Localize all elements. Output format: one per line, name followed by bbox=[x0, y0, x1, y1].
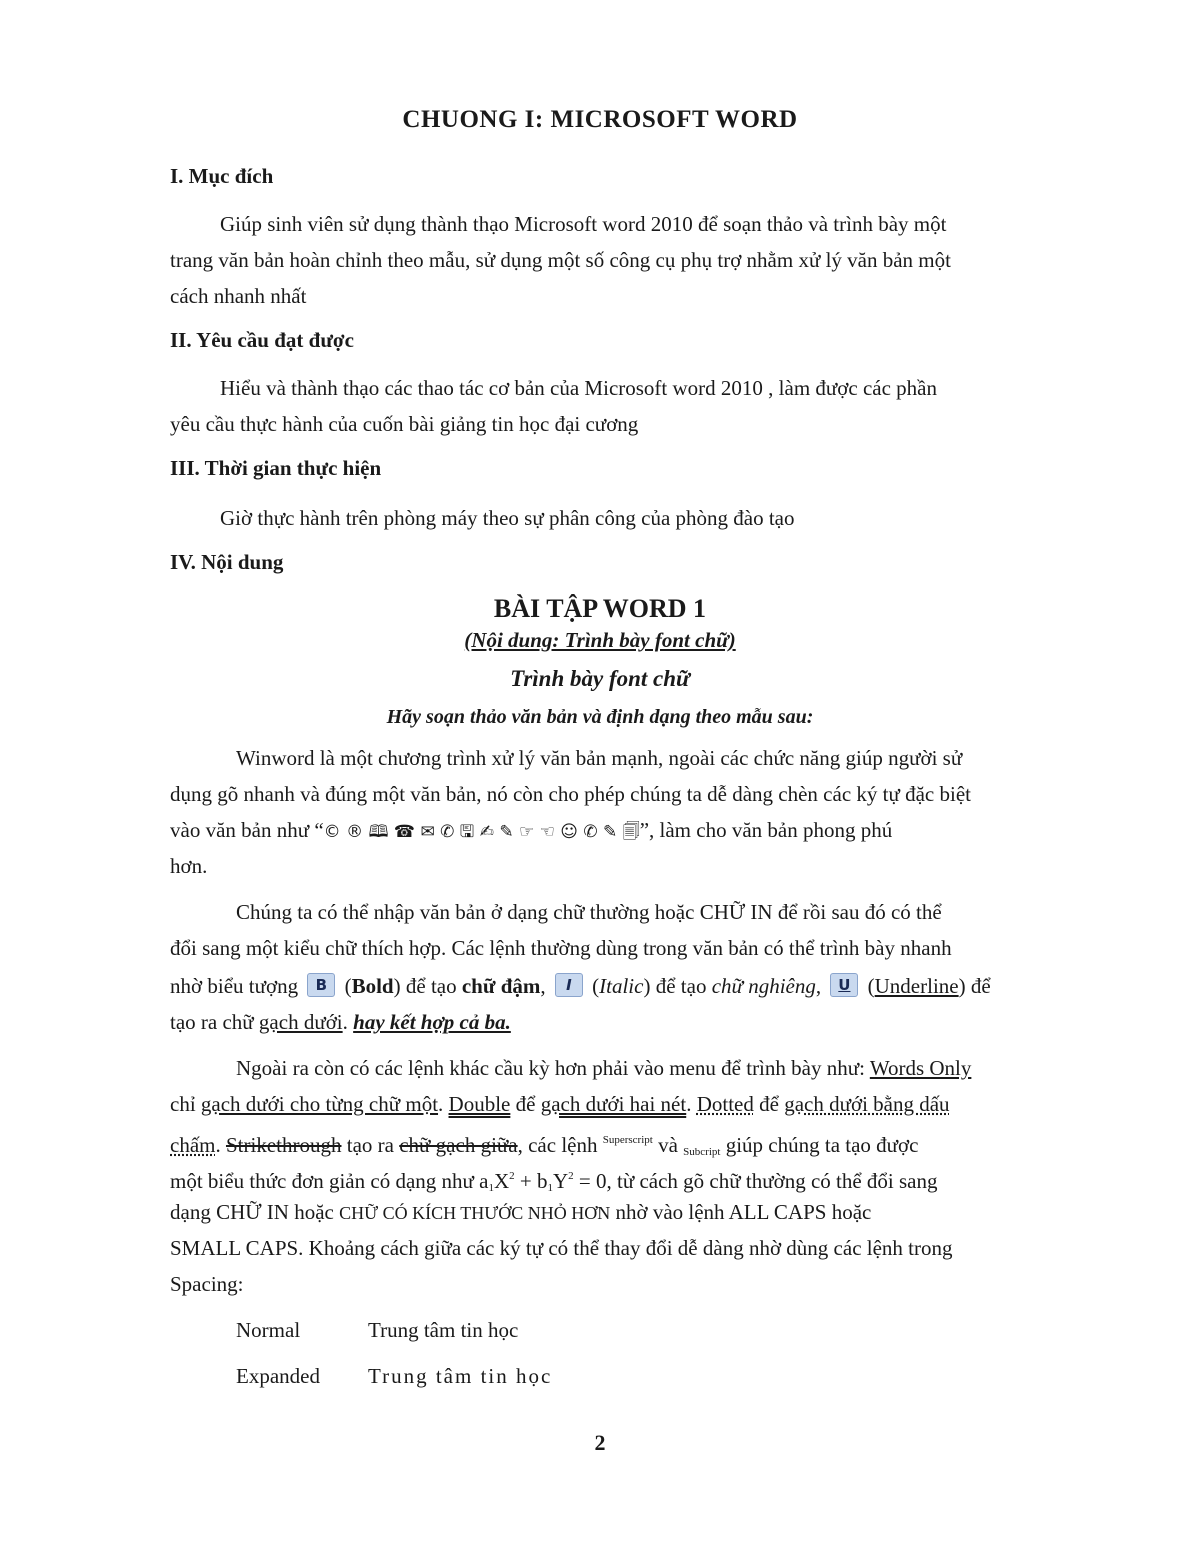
text-segment: chỉ bbox=[170, 1092, 196, 1116]
para3-line-5 bbox=[170, 1194, 871, 1231]
para3-line-1 bbox=[236, 1050, 971, 1086]
requirements-line-1: Hiểu và thành thạo các thao tác cơ bản của Microsoft word 2010 , làm được các phần bbox=[220, 376, 937, 400]
exercise-title: BÀI TẬP WORD 1 bbox=[493, 594, 707, 623]
italic-word: Italic bbox=[599, 974, 644, 998]
para3-line-2 bbox=[170, 1086, 950, 1122]
para2-line-3 bbox=[170, 968, 991, 1004]
subscript-demo: Subcript bbox=[683, 1146, 721, 1158]
spacing-value-normal: Trung tâm tin học bbox=[368, 1318, 519, 1342]
text-segment: tạo ra bbox=[346, 1133, 394, 1157]
section-heading-requirements: II. Yêu cầu đạt được bbox=[170, 328, 354, 352]
small-caps-demo: CHỮ CÓ KÍCH THƯỚC NHỎ HƠN bbox=[339, 1203, 611, 1223]
purpose-line-1: Giúp sinh viên sử dụng thành thạo Microsoft word 2010 để soạn thảo và trình bày một bbox=[220, 212, 947, 236]
superscript-digit: 2 bbox=[509, 1170, 515, 1182]
dotted-demo: gạch dưới bằng dấu bbox=[784, 1092, 950, 1116]
italic-icon: I bbox=[555, 973, 583, 997]
text-segment: ( bbox=[344, 974, 352, 998]
text-segment: để bbox=[515, 1092, 536, 1116]
text-segment: . bbox=[438, 1092, 444, 1116]
para1-line-2: dụng gõ nhanh và đúng một văn bản, nó còn cho phép chúng ta dễ dàng chèn các ký tự đặc biệt bbox=[170, 782, 971, 806]
double-demo: gạch dưới hai nét bbox=[540, 1092, 687, 1116]
text-segment: ) để bbox=[958, 974, 991, 998]
requirements-line-2: yêu cầu thực hành của cuốn bài giảng tin học đại cương bbox=[170, 412, 639, 436]
para3-line-7: Spacing: bbox=[170, 1272, 244, 1296]
spacing-label-expanded: Expanded bbox=[236, 1364, 320, 1388]
purpose-line-2: trang văn bản hoàn chỉnh theo mẫu, sử dụng một số công cụ phụ trợ nhằm xử lý văn bản một bbox=[170, 248, 951, 272]
section-heading-purpose: I. Mục đích bbox=[170, 164, 274, 188]
special-symbols: © ® 🕮 ☎ ✉ ✆ 🖫 ✍ ✎ ☞ ☜ ☺ ✆ ✎ 🗐 bbox=[323, 822, 640, 842]
para1-line-3-end: ”, làm cho văn bản phong phú bbox=[639, 818, 893, 842]
combined-format-demo: hay kết hợp cả ba. bbox=[353, 1010, 511, 1034]
text-segment: = 0, từ cách gõ chữ thường có thể đổi sang bbox=[573, 1169, 938, 1193]
text-segment: Ngoài ra còn có các lệnh khác cầu kỳ hơn phải vào menu để trình bày như: bbox=[236, 1056, 865, 1080]
strikethrough-demo: chữ gạch giữa bbox=[399, 1133, 518, 1157]
para1-line-1: Winword là một chương trình xử lý văn bản mạnh, ngoài các chức năng giúp người sử bbox=[236, 746, 963, 770]
text-segment: . bbox=[342, 1010, 348, 1034]
text-segment: nhờ vào lệnh ALL CAPS hoặc bbox=[615, 1200, 872, 1224]
underline-word: Underline bbox=[874, 974, 959, 998]
underline-result: gạch dưới bbox=[258, 1010, 343, 1034]
strikethrough-label: Strikethrough bbox=[225, 1133, 342, 1157]
time-line-1: Giờ thực hành trên phòng máy theo sự phân công của phòng đào tạo bbox=[220, 506, 795, 530]
exercise-fancy-title: Trình bày font chữ bbox=[510, 666, 690, 691]
text-segment: hoặc bbox=[294, 1200, 334, 1224]
italic-result: chữ nghiêng bbox=[711, 974, 816, 998]
words-only-demo: gạch dưới cho từng chữ một bbox=[200, 1092, 439, 1116]
dotted-label: Dotted bbox=[696, 1092, 754, 1116]
text-segment: tạo ra chữ bbox=[170, 1010, 254, 1034]
page-number: 2 bbox=[594, 1430, 606, 1455]
subscript-digit: 1 bbox=[488, 1182, 494, 1194]
text-segment: để bbox=[759, 1092, 779, 1116]
text-segment: , các lệnh bbox=[517, 1133, 598, 1157]
para1-line-4: hơn. bbox=[170, 854, 208, 878]
para2-line-1: Chúng ta có thể nhập văn bản ở dạng chữ thường hoặc CHỮ IN để rồi sau đó có thể bbox=[236, 900, 942, 924]
text-segment: , bbox=[815, 974, 822, 998]
dotted-demo-continued: chấm bbox=[170, 1133, 216, 1157]
purpose-line-3: cách nhanh nhất bbox=[170, 284, 307, 308]
text-segment: và bbox=[658, 1133, 678, 1157]
text-segment: X bbox=[493, 1169, 510, 1193]
para2-line-2: đổi sang một kiểu chữ thích hợp. Các lệnh thường dùng trong văn bản có thể trình bày nhanh bbox=[170, 936, 952, 960]
text-segment: . bbox=[215, 1133, 221, 1157]
text-segment: ( bbox=[867, 974, 875, 998]
underline-icon: U bbox=[830, 973, 858, 997]
spacing-value-expanded: Trung tâm tin học bbox=[368, 1364, 553, 1388]
text-segment: ) để tạo bbox=[393, 974, 457, 998]
superscript-digit: 2 bbox=[568, 1170, 574, 1182]
para1-line-3 bbox=[170, 812, 892, 850]
para3-line-6: SMALL CAPS. Khoảng cách giữa các ký tự có thể thay đổi dễ dàng nhờ dùng các lệnh trong bbox=[170, 1236, 953, 1260]
section-heading-content: IV. Nội dung bbox=[170, 550, 284, 574]
text-segment: ( bbox=[592, 974, 600, 998]
all-caps-demo: CHỮ IN bbox=[216, 1200, 289, 1224]
spacing-label-normal: Normal bbox=[236, 1318, 301, 1342]
text-segment: giúp chúng ta tạo được bbox=[725, 1133, 919, 1157]
text-segment: dạng bbox=[170, 1200, 211, 1224]
text-segment: . bbox=[686, 1092, 692, 1116]
text-segment: một biểu thức đơn giản có dạng như a bbox=[170, 1169, 489, 1193]
chapter-title: CHUONG I: MICROSOFT WORD bbox=[402, 106, 798, 133]
para1-line-3-start: vào văn bản như “ bbox=[170, 818, 324, 842]
words-only-label: Words Only bbox=[869, 1056, 972, 1080]
double-label: Double bbox=[448, 1092, 511, 1116]
superscript-demo: Superscript bbox=[602, 1134, 653, 1146]
para2-line-4 bbox=[170, 1004, 511, 1040]
bold-result: chữ đậm bbox=[461, 974, 541, 998]
section-heading-time: III. Thời gian thực hiện bbox=[170, 456, 382, 480]
subscript-digit: 1 bbox=[547, 1182, 553, 1194]
text-segment: ) để tạo bbox=[643, 974, 707, 998]
text-segment: , bbox=[540, 974, 546, 998]
text-segment: nhờ biểu tượng bbox=[170, 974, 299, 998]
exercise-subtitle: (Nội dung: Trình bày font chữ) bbox=[464, 628, 736, 652]
text-segment: + b bbox=[514, 1169, 548, 1193]
text-segment: Y bbox=[552, 1169, 569, 1193]
exercise-instruction: Hãy soạn thảo văn bản và định dạng theo mẫu sau: bbox=[386, 706, 814, 728]
bold-word: Bold bbox=[351, 974, 394, 998]
bold-icon: B bbox=[307, 973, 335, 997]
